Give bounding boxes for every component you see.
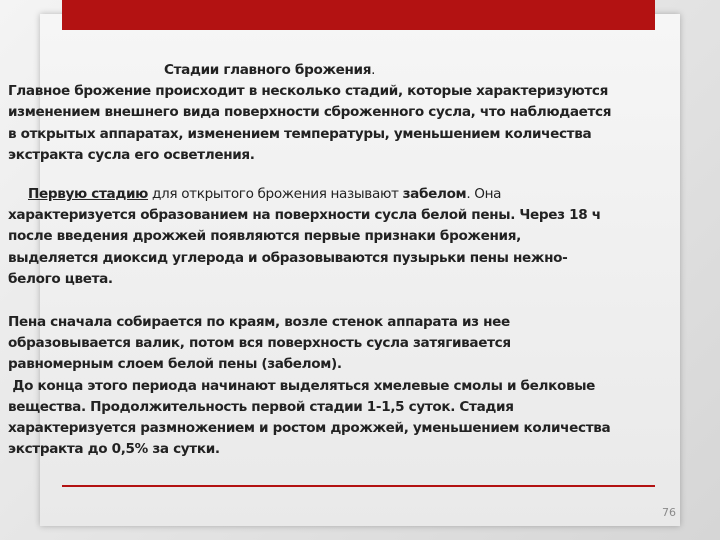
top-accent-bar — [62, 0, 655, 30]
foam-line: равномерным слоем белой пены (забелом). — [8, 356, 342, 373]
stage1-term: забелом — [402, 186, 467, 203]
slide-content — [8, 60, 678, 460]
foam-line: Пена сначала собирается по краям, возле стенок аппарата из нее — [8, 314, 510, 331]
stage1-line: белого цвета. — [8, 270, 113, 287]
paragraph-gap — [8, 166, 678, 184]
page-number: 76 — [662, 506, 676, 519]
paragraph-gap — [8, 290, 678, 312]
stage1-lead — [8, 184, 678, 205]
bottom-accent-line — [62, 485, 655, 487]
stage1-term-after: . Она — [466, 186, 502, 203]
slide-title-text: Стадии главного брожения — [164, 62, 372, 78]
intro-line: изменением внешнего вида поверхности сброженного сусла, что наблюдается — [8, 104, 612, 121]
foam-line: вещества. Продолжительность первой стадии 1-1,5 суток. Стадия — [8, 398, 514, 415]
stage1-line: характеризуется образованием на поверхности сусла белой пены. Через 18 ч — [8, 207, 601, 224]
foam-line: До конца этого периода начинают выделяться хмелевые смолы и белковые — [8, 377, 596, 394]
stage1-line: выделяется диоксид углерода и образовываются пузырьки пены нежно- — [8, 249, 568, 266]
intro-line: Главное брожение происходит в несколько стадий, которые характеризуются — [8, 83, 608, 100]
foam-line: образовывается валик, потом вся поверхность сусла затягивается — [8, 335, 511, 352]
slide-title — [8, 60, 678, 81]
foam-line: экстракта до 0,5% за сутки. — [8, 441, 220, 458]
intro-line: экстракта сусла его осветления. — [8, 146, 255, 163]
foam-line: характеризуется размножением и ростом дрожжей, уменьшением количества — [8, 420, 611, 437]
stage1-lead-underlined: Первую стадию — [28, 186, 149, 203]
slide-title-dot: . — [371, 62, 376, 78]
stage1-lead-rest: для открытого брожения называют — [148, 186, 403, 203]
stage1-line: после введения дрожжей появляются первые признаки брожения, — [8, 228, 521, 245]
intro-line: в открытых аппаратах, изменением температуры, уменьшением количества — [8, 125, 592, 142]
